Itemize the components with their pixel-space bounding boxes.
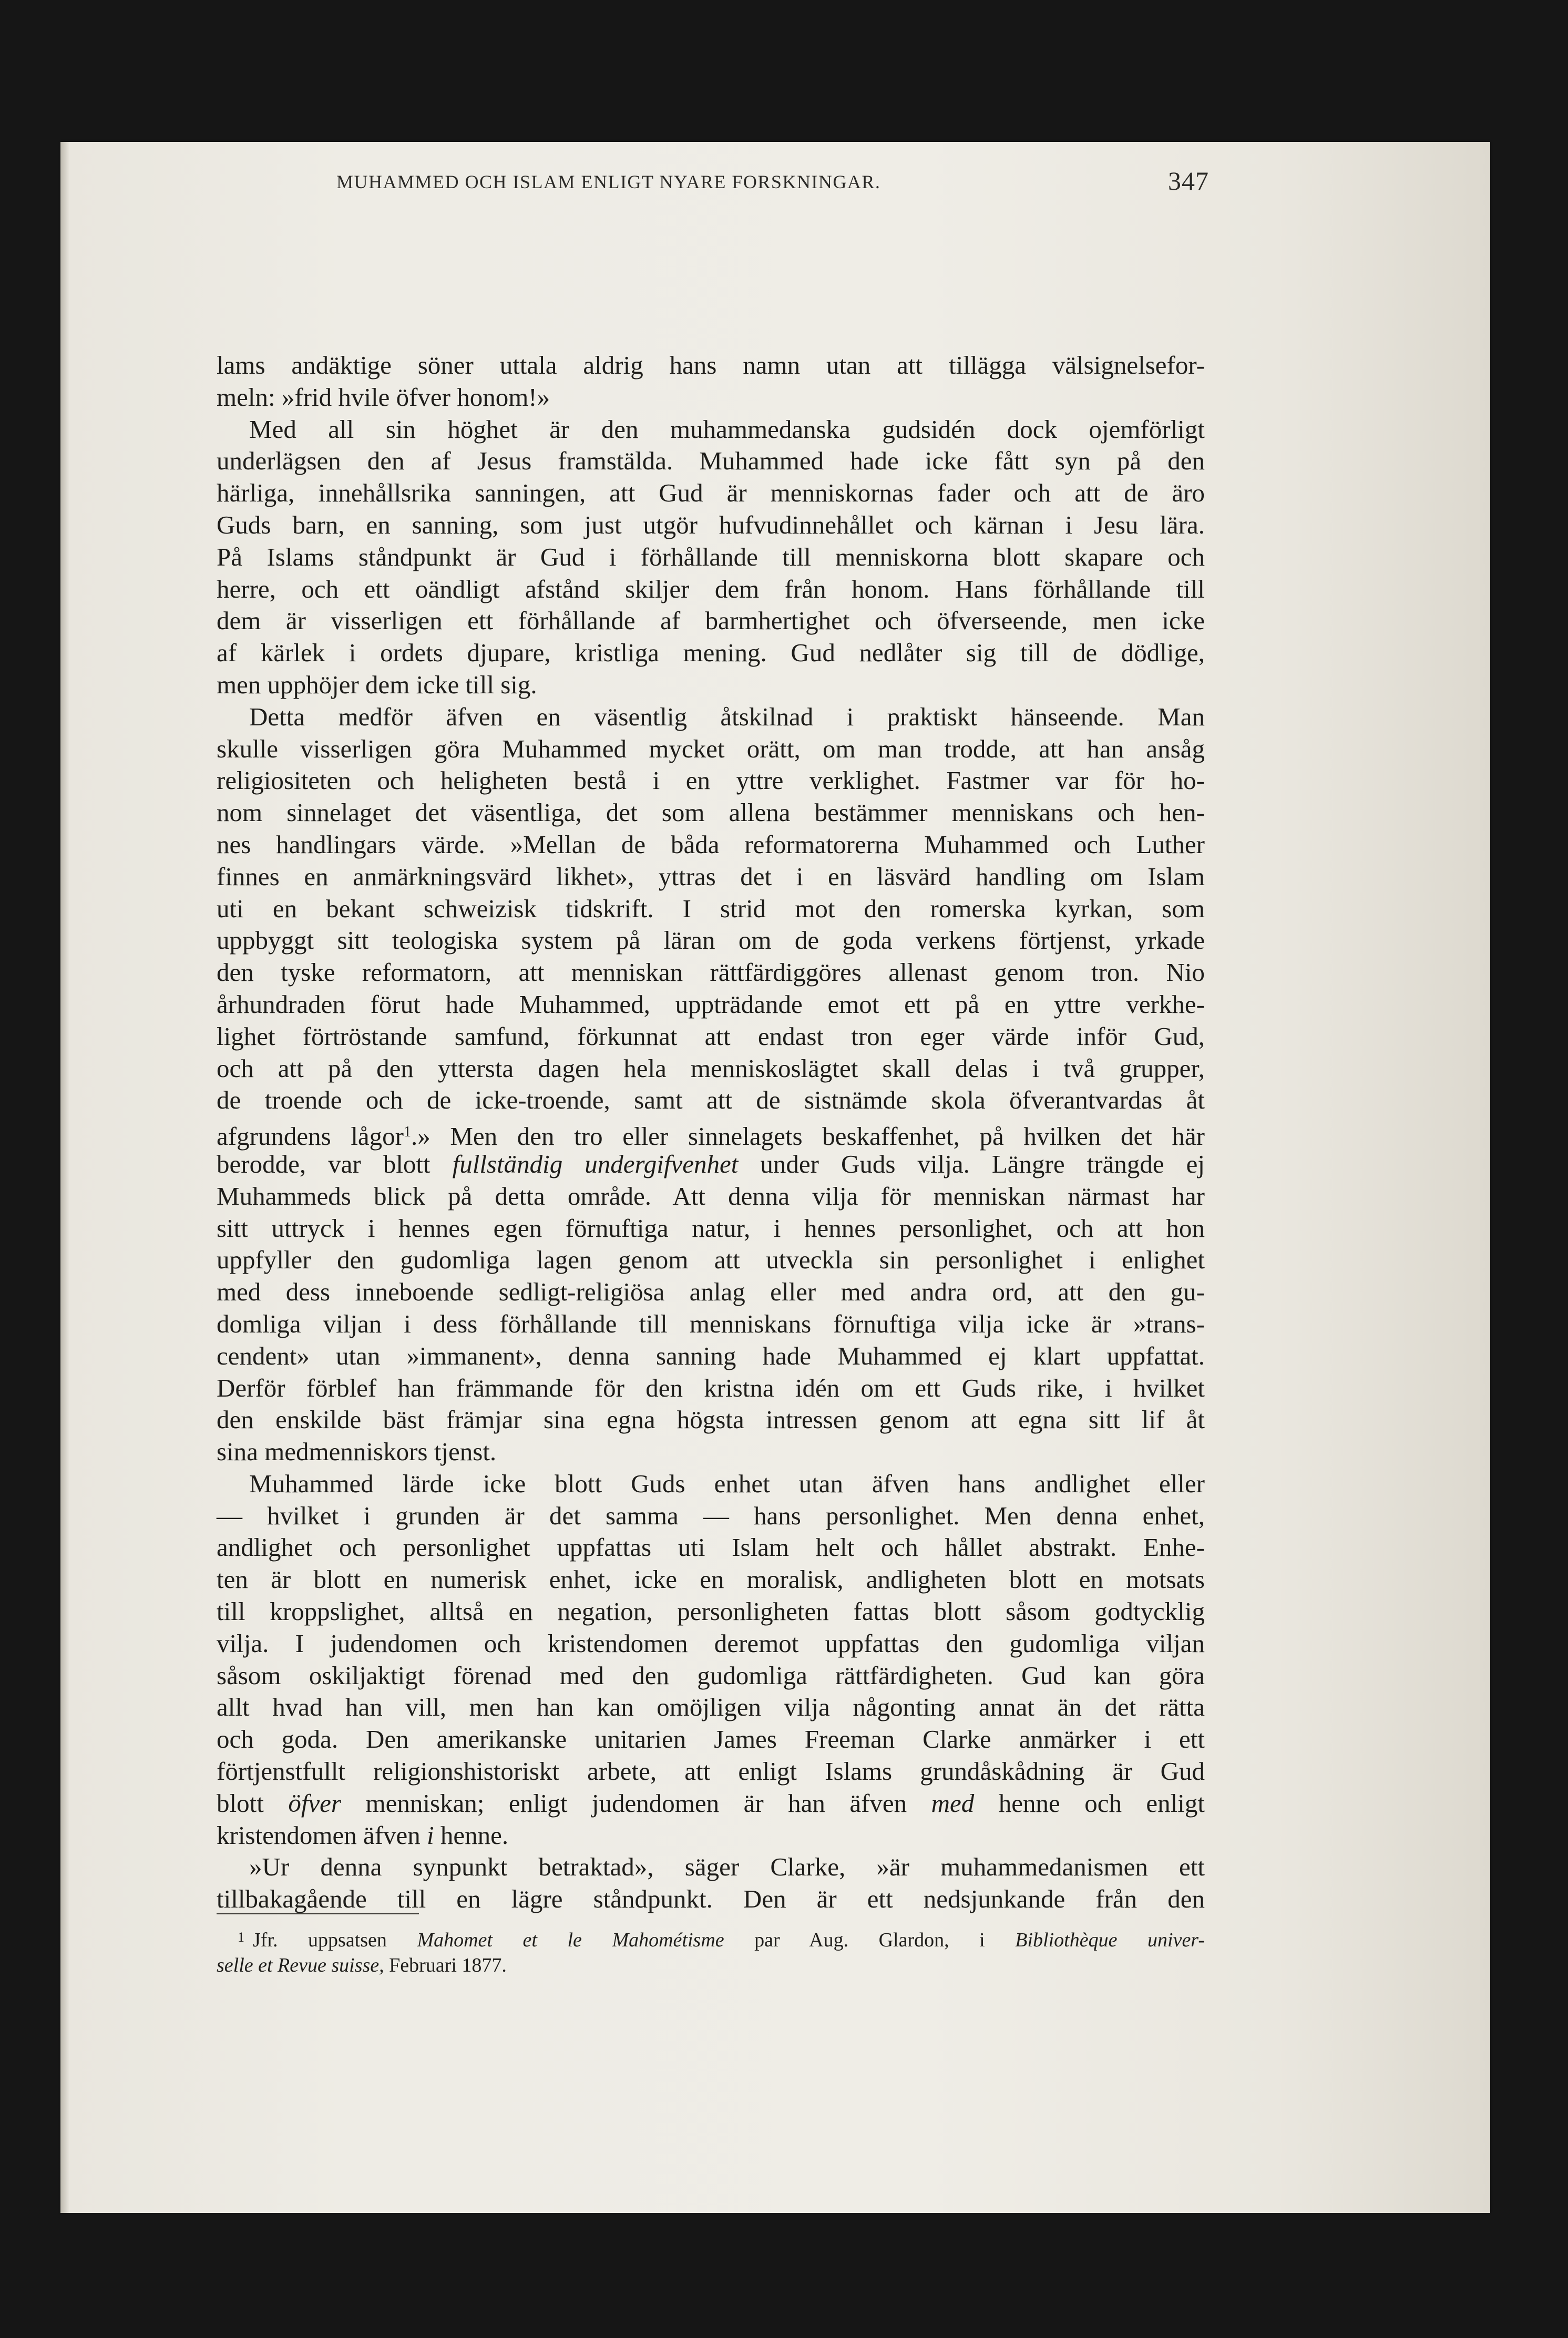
italic-phrase: i: [427, 1820, 434, 1850]
text-line: tillbakagående till en lägre ståndpunkt. Den är ett nedsjunkande från den: [217, 1884, 1205, 1914]
running-title: MUHAMMED OCH ISLAM ENLIGT NYARE FORSKNINGAR.: [336, 171, 881, 192]
text-line: [217, 1820, 1205, 1852]
text-segment: menniskan; enligt judendomen är han äfven: [341, 1788, 931, 1818]
text-line: »Ur denna synpunkt betraktad», säger Clarke, »är muhammedanismen ett: [249, 1852, 1205, 1882]
text-segment: .» Men den tro eller sinnelagets beskaffenhet, på hvilken det här: [411, 1122, 1205, 1151]
footnote-reference: 1: [404, 1124, 411, 1141]
footnote-title: Mahomet et le Mahométisme: [417, 1929, 724, 1951]
text-line: nom sinnelaget det väsentliga, det som allena bestämmer menniskans och hen-: [217, 798, 1205, 827]
text-line: den enskilde bäst främjar sina egna högsta intressen genom att egna sitt lif åt: [217, 1405, 1205, 1434]
italic-phrase: öfver: [288, 1788, 341, 1818]
footnote-title: selle et Revue suisse,: [217, 1954, 384, 1976]
text-line: uppbyggt sitt teologiska system på läran om de goda verkens förtjenst, yrkade: [217, 926, 1205, 955]
text-line: andlighet och personlighet uppfattas uti Islam helt och hållet abstrakt. Enhe-: [217, 1533, 1205, 1562]
text-line: [217, 1788, 1205, 1820]
page-header: [216, 166, 1209, 208]
text-segment: blott: [217, 1788, 289, 1818]
text-segment: berodde, var blott: [217, 1149, 453, 1178]
text-line: och goda. Den amerikanske unitarien James Freeman Clarke anmärker i ett: [217, 1725, 1205, 1754]
text-line: härliga, innehållsrika sanningen, att Gud är menniskornas fader och att de äro: [217, 478, 1205, 508]
text-line: Med all sin höghet är den muhammedanska gudsidén dock ojemförligt: [249, 414, 1205, 444]
text-line: till kroppslighet, alltså en negation, personligheten fattas blott såsom godtycklig: [217, 1597, 1205, 1626]
text-line: Detta medför äfven en väsentlig åtskilnad i praktiskt hänseende. Man: [249, 702, 1205, 731]
text-line: nes handlingars värde. »Mellan de båda reformatorerna Muhammed och Luther: [217, 829, 1205, 859]
footnote-rule: [217, 1913, 419, 1914]
footnote-text: Februari 1877.: [384, 1954, 507, 1976]
text-line: uppfyller den gudomliga lagen genom att utveckla sin personlighet i enlighet: [217, 1245, 1205, 1275]
text-line: af kärlek i ordets djupare, kristliga mening. Gud nedlåter sig till de dödlige,: [217, 638, 1205, 668]
text-line: cendent» utan »immanent», denna sanning hade Muhammed ej klart uppfattat.: [217, 1341, 1205, 1370]
text-line: sina medmenniskors tjenst.: [217, 1437, 497, 1467]
page-number: 347: [1168, 166, 1209, 196]
italic-phrase: fullständig undergifvenhet: [452, 1149, 739, 1178]
text-line: domliga viljan i dess förhållande till menniskans förnuftiga vilja icke är »trans-: [217, 1309, 1205, 1338]
text-segment: afgrundens lågor: [217, 1122, 404, 1151]
text-line: Muhammeds blick på detta område. Att denna vilja för menniskan närmast har: [217, 1181, 1205, 1211]
page-gutter: [60, 142, 69, 2213]
footnote-text: par Aug. Glardon, i: [724, 1929, 1016, 1951]
text-line: Guds barn, en sanning, som just utgör hufvudinnehållet och kärnan i Jesu lära.: [217, 510, 1205, 539]
text-line: vilja. I judendomen och kristendomen deremot uppfattas den gudomliga viljan: [217, 1628, 1205, 1658]
text-line: dem är visserligen ett förhållande af barmhertighet och öfverseende, men icke: [217, 606, 1205, 635]
text-line: Muhammed lärde icke blott Guds enhet utan äfven hans andlighet eller: [249, 1469, 1205, 1498]
text-line: religiositeten och heligheten bestå i en yttre verklighet. Fastmer var för ho-: [217, 766, 1205, 795]
text-line: ten är blott en numerisk enhet, icke en moralisk, andligheten blott en motsats: [217, 1565, 1205, 1594]
text-line: På Islams ståndpunkt är Gud i förhållande till menniskorna blott skapare och: [217, 542, 1205, 571]
text-segment: henne och enligt: [974, 1788, 1205, 1818]
text-line: uti en bekant schweizisk tidskrift. I strid mot den romerska kyrkan, som: [217, 894, 1205, 923]
footnote: [217, 1925, 1205, 1978]
text-line: med dess inneboende sedligt-religiösa anlag eller med andra ord, att den gu-: [217, 1277, 1205, 1307]
text-segment: henne.: [434, 1820, 509, 1850]
text-line: underlägsen den af Jesus framstälda. Muhammed hade icke fått syn på den: [217, 446, 1205, 476]
text-line: skulle visserligen göra Muhammed mycket orätt, om man trodde, att han ansåg: [217, 734, 1205, 763]
text-line: allt hvad han vill, men han kan omöjligen vilja någonting annat än det rätta: [217, 1693, 1205, 1722]
footnote-line: [217, 1925, 1205, 1953]
text-line: herre, och ett oändligt afstånd skiljer dem från honom. Hans förhållande till: [217, 574, 1205, 603]
text-line: men upphöjer dem icke till sig.: [217, 670, 537, 699]
text-line: [217, 1116, 1205, 1149]
body-text: [217, 350, 1205, 1915]
footnote-marker: 1: [238, 1930, 244, 1945]
text-line: lighet förtröstande samfund, förkunnat att endast tron eger värde inför Gud,: [217, 1021, 1205, 1051]
text-line: — hvilket i grunden är det samma — hans personlighet. Men denna enhet,: [217, 1501, 1205, 1530]
text-line: [217, 1149, 1205, 1181]
footnote-text: Jfr. uppsatsen: [253, 1929, 417, 1951]
text-line: finnes en anmärkningsvärd likhet», yttras det i en läsvärd handling om Islam: [217, 862, 1205, 891]
text-segment: kristendomen äfven: [217, 1820, 427, 1850]
text-line: och att på den yttersta dagen hela menniskoslägtet skall delas i två grupper,: [217, 1053, 1205, 1083]
footnote-title: Bibliothèque univer-: [1015, 1929, 1205, 1951]
italic-phrase: med: [931, 1788, 975, 1818]
text-line: Derför förblef han främmande för den kristna idén om ett Guds rike, i hvilket: [217, 1373, 1205, 1402]
text-line: meln: »frid hvile öfver honom!»: [217, 382, 550, 412]
text-line: de troende och de icke-troende, samt att de sistnämde skola öfverantvardas åt: [217, 1085, 1205, 1115]
text-line: såsom oskiljaktigt förenad med den gudomliga rättfärdigheten. Gud kan göra: [217, 1660, 1205, 1690]
footnote-line: [217, 1953, 1205, 1978]
text-line: den tyske reformatorn, att menniskan rättfärdiggöres allenast genom tron. Nio: [217, 958, 1205, 987]
text-line: sitt uttryck i hennes egen förnuftiga natur, i hennes personlighet, och att hon: [217, 1213, 1205, 1243]
text-line: århundraden förut hade Muhammed, uppträdande emot ett på en yttre verkhe-: [217, 989, 1205, 1019]
text-line: lams andäktige söner uttala aldrig hans namn utan att tillägga välsignelsefor-: [217, 351, 1205, 380]
text-segment: under Guds vilja. Längre trängde ej: [738, 1149, 1205, 1178]
text-line: förtjenstfullt religionshistoriskt arbete, att enligt Islams grundåskådning är Gud: [217, 1757, 1205, 1786]
